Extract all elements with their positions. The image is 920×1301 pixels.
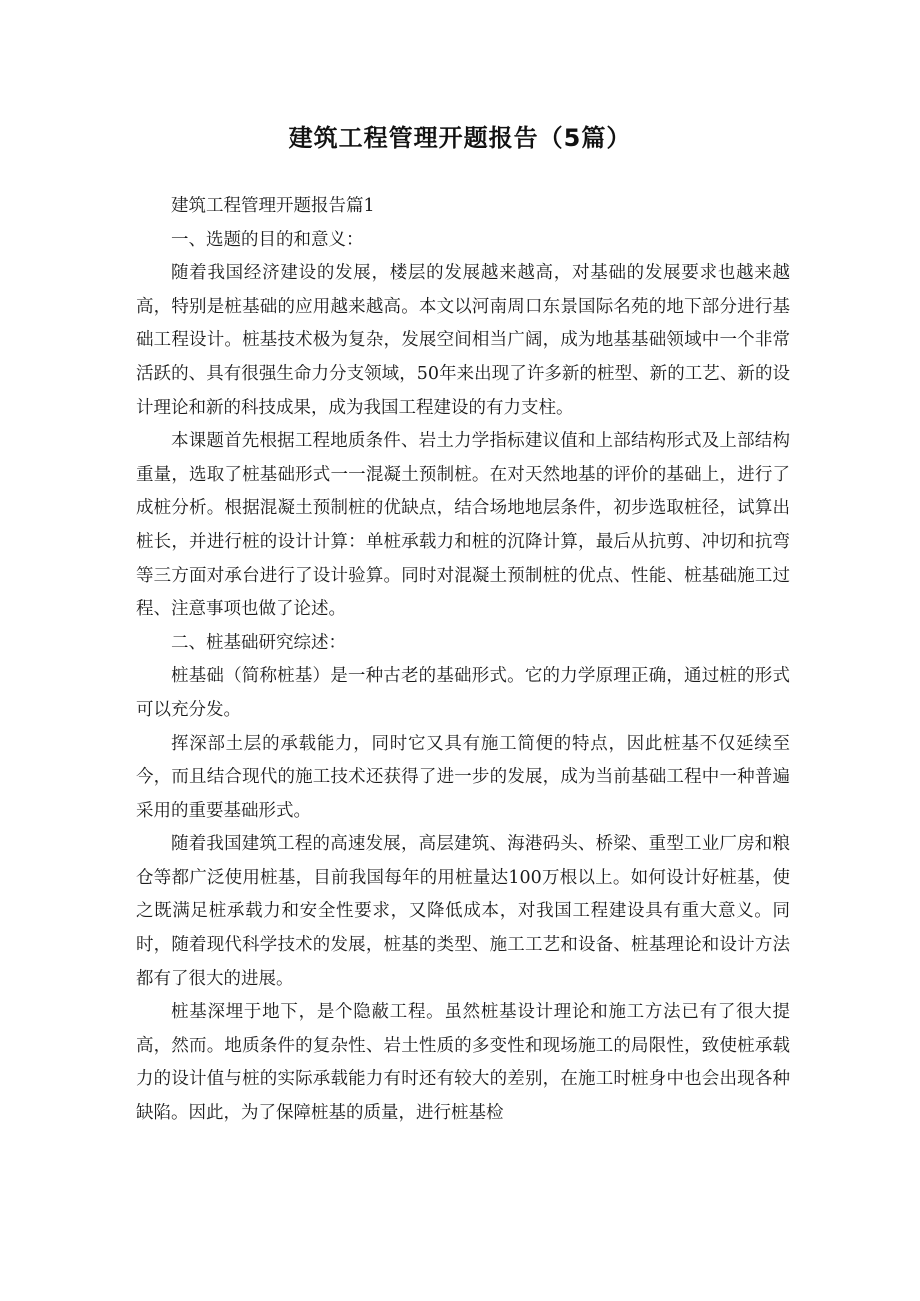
subsection-heading: 一、选题的目的和意义： bbox=[171, 229, 364, 250]
document-title: 建筑工程管理开题报告（5篇） bbox=[288, 124, 632, 152]
body-paragraph: 随着我国经济建设的发展，楼层的发展越来越高，对基础的发展要求也越来越高，特别是桩基础的应用越来越高。本文以河南周口东景国际名苑的地下部分进行基础工程设计。桩基技术极为复杂，发展空间相当广阔，成为地基基础领域中一个非常活跃的、具有很强生命力分支领域，50年来出现了许多新的桩型、新的工艺、新的设计理论和新的科技成果，成为我国工程建设的有力支柱。 bbox=[136, 263, 790, 418]
body-paragraph: 随着我国建筑工程的高速发展，高层建筑、海港码头、桥梁、重型工业厂房和粮仓等都广泛使用桩基，目前我国每年的用桩量达100万根以上。如何设计好桩基，使之既满足桩承载力和安全性要求，又降低成本，对我国工程建设具有重大意义。同时，随着现代科学技术的发展，桩基的类型、施工工艺和设备、桩基理论和设计方法都有了很大的进展。 bbox=[136, 834, 790, 989]
document-body bbox=[136, 190, 790, 1131]
body-paragraph: 桩基深埋于地下，是个隐蔽工程。虽然桩基设计理论和施工方法已有了很大提高，然而。地质条件的复杂性、岩土性质的多变性和现场施工的局限性，致使桩承载力的设计值与桩的实际承载能力有时还有较大的差别，在施工时桩身中也会出现各种缺陷。因此，为了保障桩基的质量，进行桩基检 bbox=[136, 1002, 790, 1124]
body-paragraph: 桩基础（简称桩基）是一种古老的基础形式。它的力学原理正确，通过桩的形式可以充分发。 bbox=[136, 666, 790, 720]
section-heading: 建筑工程管理开题报告篇1 bbox=[171, 196, 375, 216]
body-paragraph: 挥深部土层的承载能力，同时它又具有施工简便的特点，因此桩基不仅延续至今，而且结合现代的施工技术还获得了进一步的发展，成为当前基础工程中一种普遍采用的重要基础形式。 bbox=[136, 733, 790, 821]
body-paragraph: 本课题首先根据工程地质条件、岩土力学指标建议值和上部结构形式及上部结构重量，选取了桩基础形式一一混凝土预制桩。在对天然地基的评价的基础上，进行了成桩分析。根据混凝土预制桩的优缺点，结合场地地层条件，初步选取桩径，试算出桩长，并进行桩的设计计算：单桩承载力和桩的沉降计算，最后从抗剪、冲切和抗弯等三方面对承台进行了设计验算。同时对混凝土预制桩的优点、性能、桩基础施工过程、注意事项也做了论述。 bbox=[136, 431, 790, 620]
subsection-heading: 二、桩基础研究综述： bbox=[171, 632, 346, 653]
